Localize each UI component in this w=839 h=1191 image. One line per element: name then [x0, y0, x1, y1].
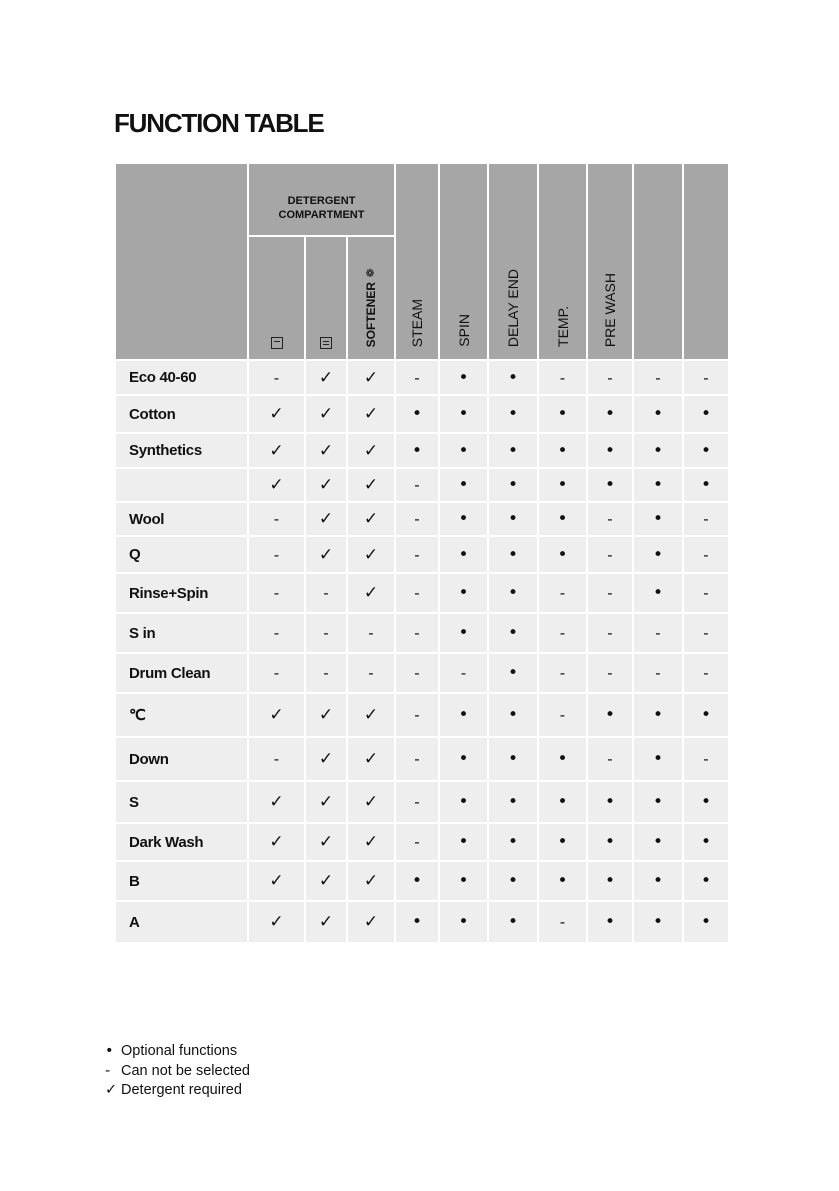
program-name [116, 469, 247, 501]
legend-item-detergent [105, 1081, 250, 1101]
dot-icon: • [634, 434, 682, 467]
dot-icon: • [588, 434, 632, 467]
dot-icon: • [634, 782, 682, 822]
compartment-2-icon [320, 337, 332, 349]
header-compartment-1 [249, 237, 304, 359]
dot-icon: • [634, 694, 682, 736]
dot-icon: • [489, 862, 537, 900]
dash-icon: - [684, 614, 728, 652]
dash-icon: - [539, 654, 586, 692]
dash-icon: - [539, 902, 586, 942]
dot-icon: • [440, 614, 487, 652]
dash-icon: - [249, 738, 304, 780]
dash-icon: - [634, 361, 682, 394]
dash-icon: - [634, 654, 682, 692]
dash-icon: - [588, 738, 632, 780]
dash-icon: - [249, 614, 304, 652]
dash-icon: - [396, 654, 438, 692]
check-icon: ✓ [249, 434, 304, 467]
check-icon: ✓ [348, 537, 394, 572]
dash-icon: - [396, 738, 438, 780]
dot-icon: • [634, 537, 682, 572]
check-icon: ✓ [348, 862, 394, 900]
dot-icon: • [634, 902, 682, 942]
dot-icon: • [440, 902, 487, 942]
dot-icon: • [489, 503, 537, 535]
dash-icon: - [396, 694, 438, 736]
dot-icon: • [489, 469, 537, 501]
dash-icon: - [249, 537, 304, 572]
dot-icon: • [588, 902, 632, 942]
check-icon: ✓ [306, 902, 346, 942]
dot-icon: • [489, 902, 537, 942]
check-icon: ✓ [105, 1082, 118, 1098]
dash-icon: - [396, 503, 438, 535]
dot-icon: • [489, 782, 537, 822]
program-name: Cotton [116, 396, 247, 432]
dot-icon: • [634, 824, 682, 860]
dot-icon: • [440, 782, 487, 822]
check-icon: ✓ [306, 694, 346, 736]
check-icon: ✓ [348, 902, 394, 942]
program-name: A [116, 902, 247, 942]
dash-icon: - [306, 654, 346, 692]
dot-icon: • [634, 862, 682, 900]
dash-icon: - [588, 503, 632, 535]
check-icon: ✓ [306, 824, 346, 860]
dot-icon: • [489, 614, 537, 652]
dot-icon: • [440, 824, 487, 860]
check-icon: ✓ [306, 537, 346, 572]
dot-icon: • [684, 434, 728, 467]
header-delay-end-label: DELAY END [505, 268, 521, 347]
dot-icon: • [684, 902, 728, 942]
dot-icon: • [684, 862, 728, 900]
check-icon: ✓ [348, 738, 394, 780]
page-title: FUNCTION TABLE [114, 108, 324, 138]
check-icon: ✓ [348, 824, 394, 860]
check-icon: ✓ [348, 574, 394, 612]
check-icon: ✓ [306, 469, 346, 501]
check-icon: ✓ [249, 862, 304, 900]
function-table [115, 163, 729, 943]
dot-icon: • [396, 902, 438, 942]
check-icon: ✓ [306, 396, 346, 432]
dot-icon: • [684, 782, 728, 822]
program-name: Eco 40-60 [116, 361, 247, 394]
dot-icon: • [539, 503, 586, 535]
check-icon: ✓ [348, 434, 394, 467]
check-icon: ✓ [249, 902, 304, 942]
dash-icon: - [684, 654, 728, 692]
check-icon: ✓ [249, 824, 304, 860]
header-delay-end [489, 164, 537, 359]
check-icon: ✓ [348, 396, 394, 432]
legend [105, 1042, 250, 1101]
check-icon: ✓ [348, 503, 394, 535]
dot-icon: • [634, 574, 682, 612]
dash-icon: - [588, 361, 632, 394]
dot-icon: • [588, 862, 632, 900]
dash-icon: - [105, 1062, 111, 1079]
dash-icon: - [588, 654, 632, 692]
dash-icon: - [396, 614, 438, 652]
dash-icon: - [396, 361, 438, 394]
dash-icon: - [588, 574, 632, 612]
program-name: S in [116, 614, 247, 652]
dot-icon: • [684, 396, 728, 432]
dot-icon: • [440, 361, 487, 394]
dot-icon: • [489, 694, 537, 736]
dot-icon: • [489, 434, 537, 467]
dot-icon: • [440, 694, 487, 736]
dash-icon: - [539, 574, 586, 612]
header-spin [440, 164, 487, 359]
dash-icon: - [348, 654, 394, 692]
dot-icon: • [634, 503, 682, 535]
dash-icon: - [588, 537, 632, 572]
header-extra-1 [634, 164, 682, 359]
program-name: Dark Wash [116, 824, 247, 860]
dot-icon: • [440, 862, 487, 900]
dot-icon: • [489, 537, 537, 572]
program-name: Wool [116, 503, 247, 535]
dash-icon: - [396, 782, 438, 822]
dot-icon: • [634, 396, 682, 432]
dot-icon: • [539, 469, 586, 501]
header-softener-label: SOFTENER [364, 281, 378, 347]
program-name: Q [116, 537, 247, 572]
dot-icon: • [588, 694, 632, 736]
check-icon: ✓ [249, 396, 304, 432]
compartment-1-icon [271, 337, 283, 349]
dash-icon: - [684, 537, 728, 572]
dot-icon: • [539, 824, 586, 860]
dash-icon: - [249, 654, 304, 692]
program-name: ℃ [116, 694, 247, 736]
dot-icon: • [396, 862, 438, 900]
legend-text: Optional functions [121, 1043, 238, 1059]
header-pre-wash [588, 164, 632, 359]
check-icon: ✓ [306, 738, 346, 780]
dot-icon: • [489, 654, 537, 692]
dot-icon: • [588, 396, 632, 432]
dash-icon: - [539, 694, 586, 736]
dash-icon: - [539, 614, 586, 652]
dash-icon: - [249, 574, 304, 612]
header-steam [396, 164, 438, 359]
program-name: Rinse+Spin [116, 574, 247, 612]
dot-icon: • [588, 469, 632, 501]
dash-icon: - [348, 614, 394, 652]
dash-icon: - [396, 469, 438, 501]
dash-icon: - [396, 824, 438, 860]
softener-label-group [364, 262, 378, 347]
program-name: S [116, 782, 247, 822]
dot-icon: • [440, 574, 487, 612]
check-icon: ✓ [306, 361, 346, 394]
dot-icon: • [588, 824, 632, 860]
check-icon: ✓ [306, 782, 346, 822]
header-pre-wash-label: PRE WASH [602, 272, 618, 347]
check-icon: ✓ [348, 361, 394, 394]
check-icon: ✓ [348, 782, 394, 822]
header-spin-label: SPIN [455, 314, 472, 347]
dash-icon: - [396, 574, 438, 612]
header-compartment-2 [306, 237, 346, 359]
dot-icon: • [489, 396, 537, 432]
legend-text: Can not be selected [121, 1062, 250, 1079]
dash-icon: - [684, 574, 728, 612]
dot-icon: • [489, 361, 537, 394]
check-icon: ✓ [249, 469, 304, 501]
dot-icon: • [684, 824, 728, 860]
dot-icon: • [396, 434, 438, 467]
check-icon: ✓ [306, 434, 346, 467]
dot-icon: • [684, 694, 728, 736]
dash-icon: - [396, 537, 438, 572]
program-name: B [116, 862, 247, 900]
check-icon: ✓ [306, 503, 346, 535]
dot-icon: • [440, 738, 487, 780]
legend-item-cannot-select [105, 1062, 250, 1082]
dot-icon: • [489, 824, 537, 860]
dot-icon: • [489, 574, 537, 612]
legend-text: Detergent required [121, 1082, 242, 1098]
header-extra-2 [684, 164, 728, 359]
dash-icon: - [684, 361, 728, 394]
dot-icon: • [440, 396, 487, 432]
dash-icon: - [306, 574, 346, 612]
dash-icon: - [684, 738, 728, 780]
header-temp-label: TEMP. [554, 306, 571, 347]
dash-icon: - [249, 503, 304, 535]
dot-icon: • [634, 738, 682, 780]
dot-icon: • [588, 782, 632, 822]
program-name: Drum Clean [116, 654, 247, 692]
dash-icon: - [249, 361, 304, 394]
dash-icon: - [440, 654, 487, 692]
legend-item-optional [105, 1042, 250, 1062]
dot-icon: • [440, 503, 487, 535]
header-program-cell [116, 164, 247, 359]
check-icon: ✓ [348, 469, 394, 501]
header-detergent-compartment: DETERGENT COMPARTMENT [249, 164, 394, 235]
dot-icon: • [539, 434, 586, 467]
check-icon: ✓ [306, 862, 346, 900]
program-name: Synthetics [116, 434, 247, 467]
dot-icon: • [440, 434, 487, 467]
dot-icon: • [539, 738, 586, 780]
dot-icon: • [684, 469, 728, 501]
dash-icon: - [306, 614, 346, 652]
flower-icon: ❁ [364, 265, 377, 279]
dot-icon: • [539, 537, 586, 572]
header-softener [348, 237, 394, 359]
dash-icon: - [634, 614, 682, 652]
bullet-icon: • [105, 1043, 114, 1059]
dash-icon: - [684, 503, 728, 535]
header-steam-label: STEAM [409, 298, 425, 347]
dot-icon: • [440, 537, 487, 572]
dot-icon: • [539, 862, 586, 900]
check-icon: ✓ [348, 694, 394, 736]
check-icon: ✓ [249, 782, 304, 822]
dot-icon: • [440, 469, 487, 501]
dot-icon: • [489, 738, 537, 780]
dot-icon: • [396, 396, 438, 432]
program-name: Down [116, 738, 247, 780]
check-icon: ✓ [249, 694, 304, 736]
dot-icon: • [634, 469, 682, 501]
dash-icon: - [539, 361, 586, 394]
dot-icon: • [539, 396, 586, 432]
dash-icon: - [588, 614, 632, 652]
header-temp [539, 164, 586, 359]
dot-icon: • [539, 782, 586, 822]
